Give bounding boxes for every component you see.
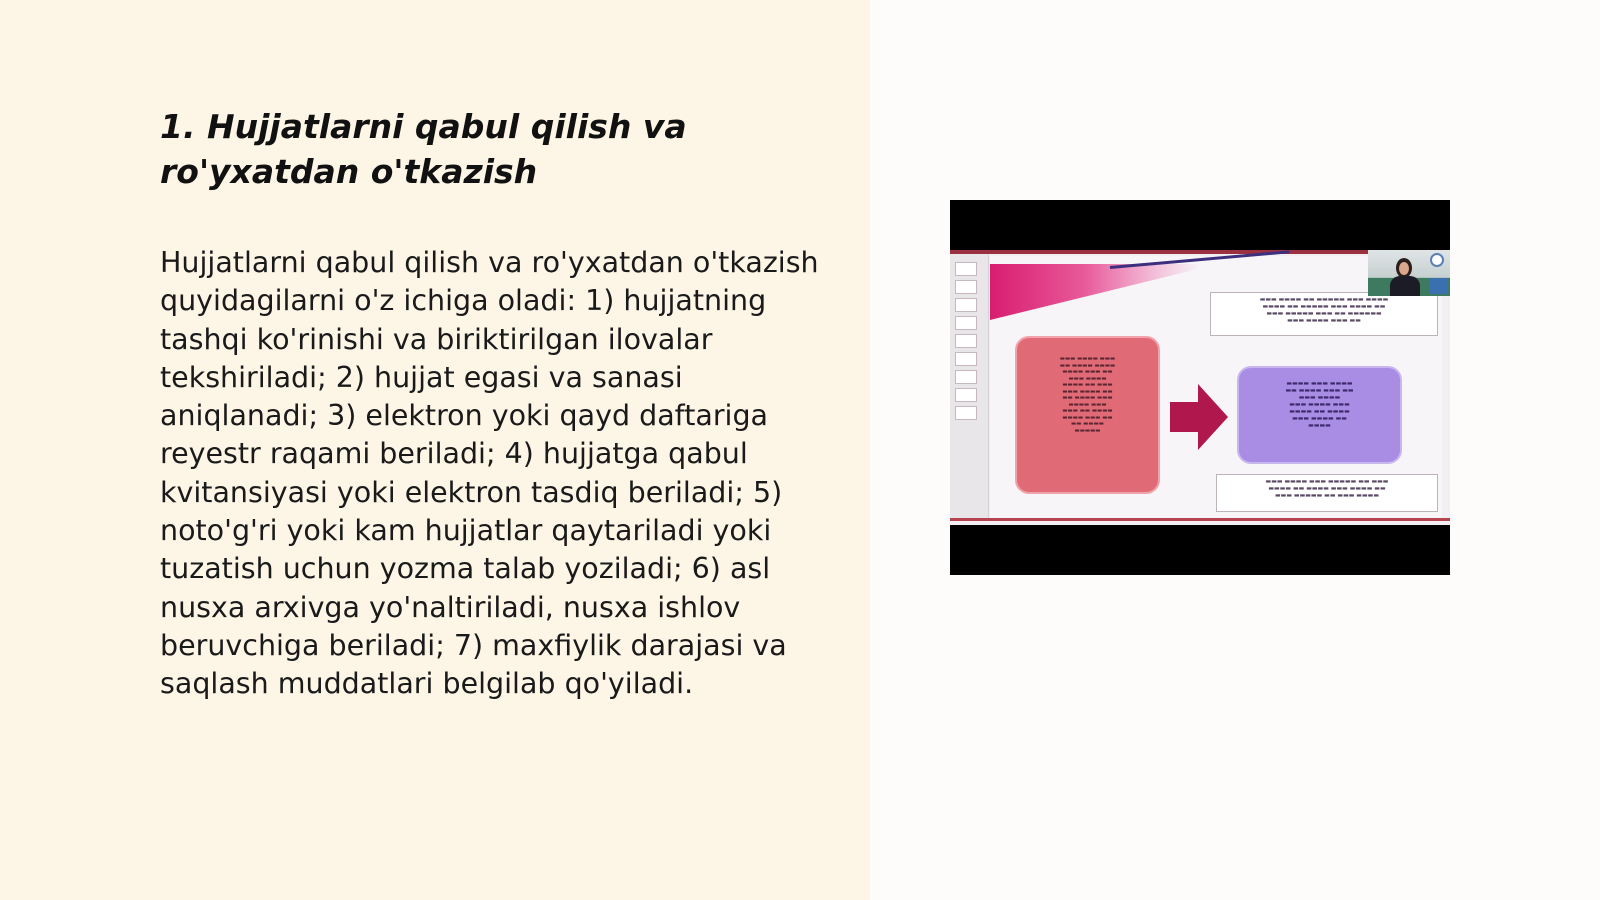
slide-thumbnail xyxy=(955,406,977,420)
blurred-textbox-bottom: ▬▬▬ ▬▬▬▬ ▬▬▬ ▬▬▬▬▬ ▬▬ ▬▬▬ ▬▬▬▬ ▬▬ ▬▬▬▬ ▬▬▬ ▬▬▬▬ ▬▬ ▬▬▬ ▬▬▬▬▬ ▬▬ ▬▬▬ ▬▬▬▬ xyxy=(1216,474,1438,512)
slide-title xyxy=(160,104,780,194)
blurred-textbox-top: ▬▬▬ ▬▬▬▬ ▬▬ ▬▬▬▬▬ ▬▬▬ ▬▬▬▬ ▬▬▬▬ ▬▬ ▬▬▬▬▬ ▬▬▬ ▬▬▬▬ ▬▬ ▬▬▬ ▬▬▬▬▬ ▬▬▬ ▬▬ ▬▬▬▬▬▬ ▬▬▬ ▬▬▬▬ ▬▬▬ ▬▬ xyxy=(1210,292,1438,336)
slide-thumbnail xyxy=(955,352,977,366)
slide-title-line-2: ro'yxatdan o'tkazish xyxy=(160,152,538,191)
blurred-violet-box: ▬▬▬▬ ▬▬▬ ▬▬▬▬ ▬▬ ▬▬▬▬ ▬▬▬ ▬▬ ▬▬▬ ▬▬▬▬ ▬▬▬ ▬▬▬▬ ▬▬▬ ▬▬▬▬ ▬▬ ▬▬▬▬ ▬▬▬ ▬▬▬▬ ▬▬ ▬▬▬▬ xyxy=(1237,366,1402,464)
slide-thumbnail xyxy=(955,334,977,348)
emblem-icon xyxy=(1430,253,1444,267)
presentation-status-bar xyxy=(950,518,1450,521)
embedded-video[interactable] xyxy=(950,200,1450,575)
slide-thumbnail xyxy=(955,280,977,294)
slide-thumbnail-sidebar xyxy=(950,254,989,520)
monitor-icon xyxy=(1430,278,1448,294)
slide-title-line-1: 1. Hujjatlarni qabul qilish va xyxy=(160,107,687,146)
presenter-webcam xyxy=(1368,250,1450,296)
pink-banner-shape xyxy=(990,264,1200,320)
slide-thumbnail xyxy=(955,316,977,330)
slide-thumbnail xyxy=(955,388,977,402)
video-frame-presentation xyxy=(950,250,1450,525)
slide-body-text: Hujjatlarni qabul qilish va ro'yxatdan o'tkazish quyidagilarni o'z ichiga oladi: 1) hujjatning tashqi ko'rinishi va biriktirilgan ilovalar tekshiriladi; 2) hujjat egasi va sanasi aniqlanadi; 3) elektron yoki qayd daftariga reyestr raqami beriladi; 4) hujjatga qabul kvitansiyasi yoki elektron tasdiq beriladi; 5) noto'g'ri yoki kam hujjatlar qaytariladi yoki tuzatish uchun yozma talab yoziladi; 6) asl nusxa arxivga yo'naltiriladi, nusxa ishlov beruvchiga beriladi; 7) maxfiylik darajasi va saqlash muddatlari belgilab qo'yiladi. xyxy=(160,246,819,701)
slide-thumbnail xyxy=(955,370,977,384)
blurred-red-box: ▬▬▬ ▬▬▬▬ ▬▬▬ ▬▬ ▬▬▬▬ ▬▬▬▬ ▬▬▬▬ ▬▬▬ ▬▬ ▬▬▬ ▬▬▬▬ ▬▬▬▬ ▬▬ ▬▬▬ ▬▬▬ ▬▬▬▬ ▬▬ ▬▬ ▬▬▬▬ ▬▬▬ ▬▬▬▬ ▬▬▬ ▬▬▬ ▬▬ ▬▬▬▬ ▬▬▬▬ ▬▬▬ ▬▬ ▬▬ ▬▬▬▬ ▬▬▬▬▬ xyxy=(1015,336,1160,494)
right-arrow-icon xyxy=(1170,384,1228,450)
slide-thumbnail xyxy=(955,262,977,276)
slide-thumbnail xyxy=(955,298,977,312)
